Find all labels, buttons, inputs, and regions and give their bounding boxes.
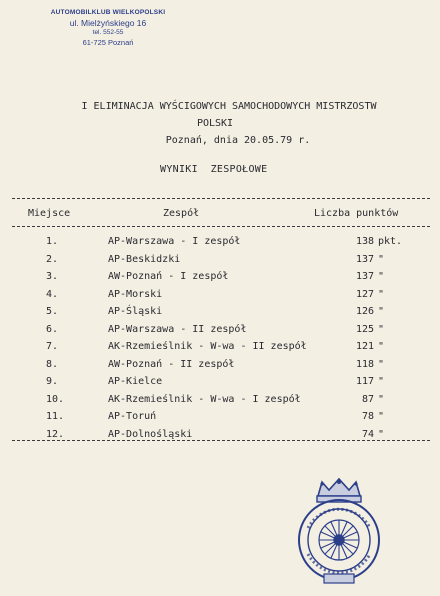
- table-row: [0, 236, 440, 254]
- row-points: 78: [361, 411, 374, 422]
- stamp-club-name: AUTOMOBILKLUB WIELKOPOLSKI: [50, 9, 166, 16]
- row-team: AK-Rzemieślnik - W-wa - II zespół: [108, 341, 307, 352]
- table-row: [0, 271, 440, 289]
- club-stamp: [48, 8, 168, 48]
- row-position: 11.: [46, 411, 65, 422]
- row-team: AP-Kielce: [108, 376, 163, 387]
- table-row: [0, 359, 440, 377]
- table-header: [0, 208, 440, 222]
- row-unit: ": [378, 341, 385, 352]
- row-unit: ": [378, 288, 385, 300]
- row-points: 137: [355, 271, 374, 282]
- row-points: 126: [355, 306, 374, 317]
- row-unit: ": [378, 253, 385, 265]
- row-team: AP-Warszawa - I zespół: [108, 236, 241, 247]
- row-unit: ": [378, 376, 385, 387]
- row-unit: ": [378, 306, 385, 317]
- row-points: 118: [355, 358, 374, 370]
- title-line-2: POLSKI: [196, 118, 234, 129]
- row-position: 10.: [46, 393, 65, 405]
- table-row: [0, 394, 440, 412]
- row-team: AP-Toruń: [108, 411, 157, 422]
- row-unit: ": [378, 358, 385, 370]
- results-list: [0, 236, 440, 446]
- table-row: [0, 254, 440, 272]
- table-row: [0, 376, 440, 394]
- row-unit: ": [378, 411, 385, 422]
- row-team: AP-Śląski: [108, 306, 163, 317]
- table-row: [0, 324, 440, 342]
- table-top-rule: [12, 198, 430, 199]
- table-row: [0, 306, 440, 324]
- row-team: AP-Morski: [108, 288, 163, 300]
- table-row: [0, 289, 440, 307]
- row-position: 9.: [46, 376, 59, 387]
- row-points: 138: [355, 236, 374, 247]
- row-points: 121: [355, 341, 374, 352]
- header-position: Miejsce: [28, 208, 71, 219]
- header-team: Zespół: [163, 208, 200, 219]
- row-position: 8.: [46, 358, 59, 370]
- table-bottom-rule: [12, 440, 430, 441]
- row-points: 87: [361, 393, 374, 405]
- row-unit: ": [378, 393, 385, 405]
- row-unit: ": [378, 428, 385, 440]
- row-points: 127: [355, 288, 374, 300]
- row-team: AP-Warszawa - II zespół: [108, 323, 247, 335]
- row-unit: pkt.: [378, 236, 403, 247]
- row-team: AW-Poznań - II zespół: [108, 358, 235, 370]
- row-position: 12.: [46, 428, 65, 440]
- table-row: [0, 429, 440, 447]
- header-points: Liczba punktów: [314, 208, 399, 219]
- row-points: 74: [361, 428, 374, 440]
- stamp-city: 61-725 Poznań: [82, 38, 134, 47]
- row-points: 117: [355, 376, 374, 387]
- row-team: AP-Dolnośląski: [108, 428, 193, 440]
- row-position: 7.: [46, 341, 59, 352]
- header-rule: [12, 226, 430, 227]
- date-line: Poznań, dnia 20.05.79 r.: [165, 135, 311, 146]
- stamp-street: ul. Mielżyńskiego 16: [69, 18, 147, 28]
- row-position: 3.: [46, 271, 59, 282]
- section-title: WYNIKI ZESPOŁOWE: [160, 164, 268, 175]
- row-team: AW-Poznań - I zespół: [108, 271, 229, 282]
- table-row: [0, 411, 440, 429]
- row-position: 1.: [46, 236, 59, 247]
- row-team: AP-Beskidzki: [108, 253, 181, 265]
- row-position: 5.: [46, 306, 59, 317]
- row-team: AK-Rzemieślnik - W-wa - I zespół: [108, 393, 301, 405]
- title-line-1: I ELIMINACJA WYŚCIGOWYCH SAMOCHODOWYCH MISTRZOSTW: [81, 101, 377, 112]
- row-position: 6.: [46, 323, 59, 335]
- row-position: 4.: [46, 288, 59, 300]
- row-points: 125: [355, 323, 374, 335]
- row-unit: ": [378, 323, 385, 335]
- document-title: [0, 98, 440, 149]
- club-emblem-seal: [296, 476, 382, 588]
- row-unit: ": [378, 271, 385, 282]
- row-position: 2.: [46, 253, 59, 265]
- row-points: 137: [355, 253, 374, 265]
- table-row: [0, 341, 440, 359]
- stamp-phone: tel. 552-55: [92, 29, 124, 36]
